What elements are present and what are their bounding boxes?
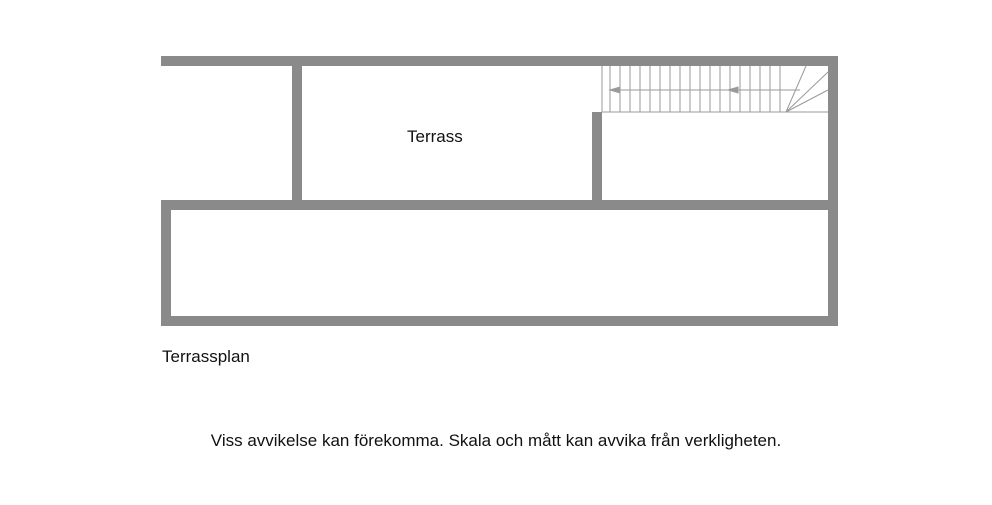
wall-middle-horizontal — [161, 200, 838, 210]
wall-left-lower — [161, 200, 171, 326]
stair-treads — [610, 66, 780, 112]
staircase — [602, 66, 828, 112]
stair-arrow-left — [610, 87, 620, 93]
wall-top — [161, 56, 838, 66]
stair-winder-3 — [786, 66, 806, 112]
plan-title: Terrassplan — [162, 347, 250, 366]
stair-winder-2 — [786, 90, 828, 112]
disclaimer-text: Viss avvikelse kan förekomma. Skala och mått kan avvika från verkligheten. — [210, 431, 782, 450]
room-label-terrass: Terrass — [407, 127, 463, 146]
wall-bottom — [161, 316, 838, 326]
wall-right — [828, 56, 838, 326]
stair-winder-1 — [786, 72, 828, 112]
wall-partition-right — [592, 112, 602, 210]
wall-partition-left — [292, 56, 302, 210]
walls — [161, 56, 838, 326]
